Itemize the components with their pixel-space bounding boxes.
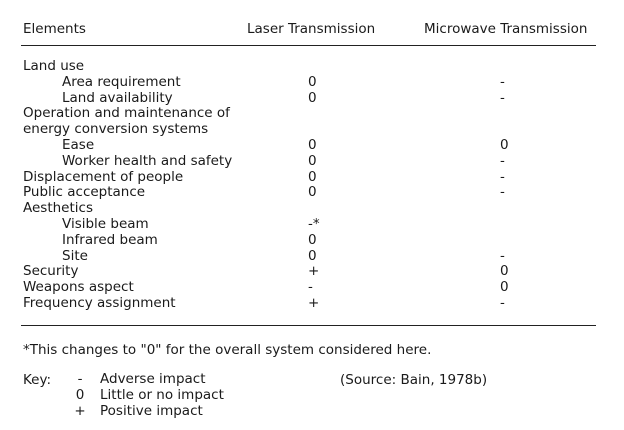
laser-value: 0 <box>308 73 317 90</box>
microwave-value: - <box>500 294 505 311</box>
table-body <box>0 59 624 312</box>
microwave-value: - <box>500 168 505 185</box>
table-row <box>0 249 624 265</box>
row-label: Worker health and safety <box>62 152 233 169</box>
table-row <box>0 122 624 138</box>
laser-value: 0 <box>308 231 317 248</box>
table-row <box>0 185 624 201</box>
laser-value: - <box>308 279 313 296</box>
table-row <box>0 280 624 296</box>
key-symbol: - <box>77 371 83 387</box>
table-header <box>0 21 624 41</box>
laser-value: 0 <box>308 89 317 106</box>
header-elements: Elements <box>23 21 86 37</box>
laser-value: + <box>308 263 320 280</box>
table-row <box>0 217 624 233</box>
microwave-value: 0 <box>500 263 509 280</box>
row-label: Site <box>62 247 88 264</box>
row-label: Ease <box>62 136 95 153</box>
laser-value: 0 <box>308 247 317 264</box>
microwave-value: 0 <box>500 279 509 296</box>
row-label: Weapons aspect <box>23 279 134 296</box>
table-row <box>0 138 624 154</box>
table-row <box>0 75 624 91</box>
key-item <box>0 372 300 388</box>
key-label: Key: <box>23 372 52 388</box>
table-row <box>0 170 624 186</box>
header-rule <box>21 45 596 46</box>
microwave-value: - <box>500 247 505 264</box>
key-item <box>0 388 300 404</box>
row-label: Infrared beam <box>62 231 158 248</box>
key-symbol: 0 <box>75 386 85 403</box>
table-row <box>0 91 624 107</box>
laser-value: -* <box>308 215 320 232</box>
key-text: Little or no impact <box>100 386 224 403</box>
table-row <box>0 154 624 170</box>
key-item <box>0 404 300 420</box>
header-laser-transmission: Laser Transmission <box>247 21 376 37</box>
laser-value: 0 <box>308 152 317 169</box>
microwave-value: - <box>500 152 505 169</box>
row-label: Security <box>23 263 79 280</box>
row-label: energy conversion systems <box>23 121 209 138</box>
microwave-value: 0 <box>500 136 509 153</box>
row-label: Public acceptance <box>23 184 146 201</box>
key-text: Adverse impact <box>100 371 206 387</box>
table-row <box>0 106 624 122</box>
table-row <box>0 296 624 312</box>
table-row <box>0 59 624 75</box>
laser-value: 0 <box>308 168 317 185</box>
row-label: Aesthetics <box>23 200 93 217</box>
row-label: Operation and maintenance of <box>23 105 230 122</box>
table-row <box>0 201 624 217</box>
row-label: Land availability <box>62 89 173 106</box>
microwave-value: - <box>500 89 505 106</box>
row-label: Visible beam <box>62 215 149 232</box>
laser-value: 0 <box>308 136 317 153</box>
laser-value: 0 <box>308 184 317 201</box>
key-text: Positive impact <box>100 402 203 419</box>
source-citation: (Source: Bain, 1978b) <box>340 372 488 388</box>
table-row <box>0 233 624 249</box>
microwave-value: - <box>500 73 505 90</box>
row-label: Area requirement <box>62 73 181 90</box>
microwave-value: - <box>500 184 505 201</box>
table-bottom-rule <box>21 325 596 326</box>
footnote: *This changes to "0" for the overall system considered here. <box>23 342 432 358</box>
key-symbol: + <box>74 402 86 419</box>
header-microwave-transmission: Microwave Transmission <box>424 21 588 37</box>
row-label: Frequency assignment <box>23 294 176 311</box>
laser-value: + <box>308 294 320 311</box>
row-label: Displacement of people <box>23 168 184 185</box>
table-row <box>0 264 624 280</box>
row-label: Land use <box>23 58 85 74</box>
